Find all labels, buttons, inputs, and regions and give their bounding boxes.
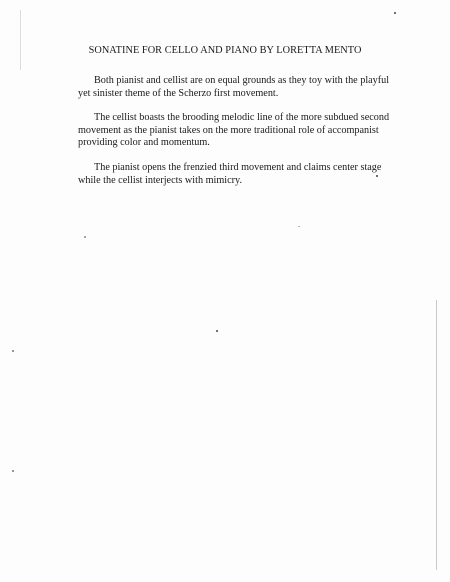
document-title: SONATINE FOR CELLO AND PIANO BY LORETTA MENTO [88,45,362,56]
paragraph-line: The cellist boasts the brooding melodic line of the more subdued second [94,112,390,123]
paragraph-line: while the cellist interjects with mimicry. [78,174,242,186]
paragraph-line: The pianist opens the frenzied third movement and claims center stage [94,162,382,173]
scan-edge-line [436,300,437,570]
scan-edge-line [20,10,21,70]
paragraph-third-movement [78,162,382,187]
scan-speck [216,330,218,332]
scan-speck [12,350,14,352]
paragraph-line: movement as the pianist takes on the more traditional role of accompanist [78,124,379,136]
scan-speck [394,12,396,14]
paragraph-line: providing color and momentum. [78,137,210,149]
paragraph-line: Both pianist and cellist are on equal grounds as they toy with the playful [94,75,390,86]
paragraph-scherzo [78,75,390,100]
scan-speck [84,236,86,238]
scan-speck [12,470,14,472]
scan-speck [298,226,300,227]
paragraph-line: yet sinister theme of the Scherzo first movement. [78,87,279,99]
scan-speck [376,175,378,177]
paragraph-second-movement [78,112,390,150]
